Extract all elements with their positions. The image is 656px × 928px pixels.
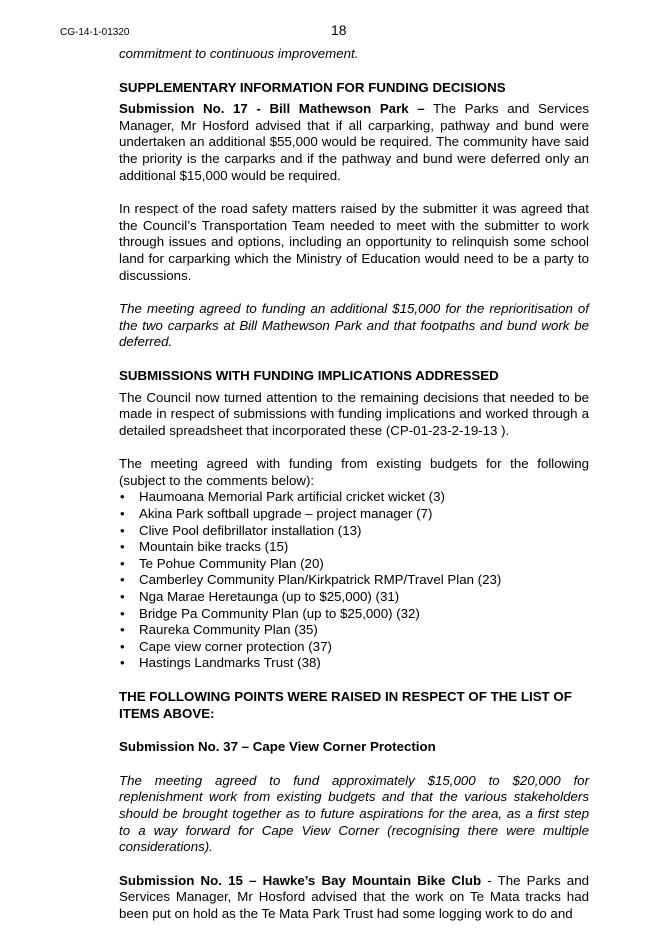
list-item-text: Mountain bike tracks (15): [139, 539, 289, 555]
submission-17-paragraph: [119, 101, 589, 184]
list-item-text: Haumoana Memorial Park artificial cricket wicket (3): [139, 489, 445, 505]
list-item: [119, 606, 589, 623]
document-reference: CG-14-1-01320: [60, 27, 130, 38]
list-item-text: Te Pohue Community Plan (20): [139, 555, 324, 571]
list-item: [119, 506, 589, 523]
council-attention-paragraph: The Council now turned attention to the remaining decisions that needed to be made in respect of submissions with funding implications and worked through a detailed spreadsheet that incorporated these (CP-01-23-2-19-13 ).: [119, 389, 589, 438]
submission-15-paragraph: [119, 873, 589, 923]
list-item: [119, 639, 589, 656]
submission-37-heading: Submission No. 37 – Cape View Corner Protection: [119, 739, 436, 755]
list-item: [119, 572, 589, 589]
bullet-icon: •: [120, 555, 125, 571]
submission-17-text: The Parks and Services Manager, Mr Hosford advised that if all carparking, pathway and bund were undertaken an additional $55,000 would be required. The community have said the priority is the carparks and if the pathway and bund were deferred only an additional $15,000 would be required.: [119, 101, 589, 183]
resolution-cape-view: The meeting agreed to fund approximately $15,000 to $20,000 for replenishment work from existing budgets and that the various stakeholders should be brought together as to future aspirations for the area, as a first step to a way forward for Cape View Corner (recognising there were multiple considerations).: [119, 772, 589, 855]
list-item-text: Cape view corner protection (37): [139, 638, 332, 654]
document-body: [119, 46, 589, 923]
bullet-icon: •: [120, 506, 125, 522]
section-heading-supplementary: SUPPLEMENTARY INFORMATION FOR FUNDING DECISIONS: [119, 79, 506, 95]
submission-15-label: Submission No. 15 – Hawke’s Bay Mountain Bike Club: [119, 872, 482, 888]
bullet-icon: •: [120, 655, 125, 671]
list-item-text: Bridge Pa Community Plan (up to $25,000) (32): [139, 605, 420, 621]
bullet-icon: •: [120, 622, 125, 638]
submission-15-text: - The Parks and Services Manager, Mr Hosford advised that the work on Te Mata tracks had been put on hold as the Te Mata Park Trust had some logging work to do and: [119, 872, 589, 921]
list-item-text: Akina Park softball upgrade – project manager (7): [139, 506, 433, 522]
submission-17-label: Submission No. 17 - Bill Mathewson Park –: [119, 101, 425, 117]
bullet-icon: •: [120, 638, 125, 654]
funding-agreement-paragraph: The meeting agreed with funding from existing budgets for the following (subject to the comments below):: [119, 456, 589, 488]
list-item-text: Hastings Landmarks Trust (38): [139, 655, 321, 671]
list-item: [119, 556, 589, 573]
bullet-icon: •: [120, 605, 125, 621]
list-item-text: Raureka Community Plan (35): [139, 622, 318, 638]
list-item: [119, 489, 589, 506]
list-item: [119, 655, 589, 672]
bullet-icon: •: [120, 489, 125, 505]
bullet-icon: •: [120, 572, 125, 588]
list-item-text: Nga Marae Heretaunga (up to $25,000) (31): [139, 589, 400, 605]
section-heading-points-raised: THE FOLLOWING POINTS WERE RAISED IN RESPECT OF THE LIST OF ITEMS ABOVE:: [119, 689, 572, 721]
funded-items-list: [119, 489, 589, 672]
continued-text: commitment to continuous improvement.: [119, 46, 359, 61]
list-item: [119, 539, 589, 556]
page-number: 18: [331, 22, 347, 38]
list-item-text: Clive Pool defibrillator installation (13): [139, 522, 362, 538]
road-safety-paragraph: In respect of the road safety matters raised by the submitter it was agreed that the Council’s Transportation Team needed to meet with the submitter to work through issues and options, including an opportunity to relinquish some school land for carparking which the Ministry of Education would need to be a party to discussions.: [119, 201, 589, 283]
list-item: [119, 523, 589, 540]
list-item: [119, 622, 589, 639]
list-item: [119, 589, 589, 606]
list-item-text: Camberley Community Plan/Kirkpatrick RMP/Travel Plan (23): [139, 572, 502, 588]
bullet-icon: •: [120, 539, 125, 555]
resolution-bill-mathewson: The meeting agreed to funding an additional $15,000 for the reprioritisation of the two carparks at Bill Mathewson Park and that footpaths and bund work be deferred.: [119, 301, 589, 350]
bullet-icon: •: [120, 589, 125, 605]
bullet-icon: •: [120, 522, 125, 538]
section-heading-funding-implications: SUBMISSIONS WITH FUNDING IMPLICATIONS ADDRESSED: [119, 367, 499, 383]
